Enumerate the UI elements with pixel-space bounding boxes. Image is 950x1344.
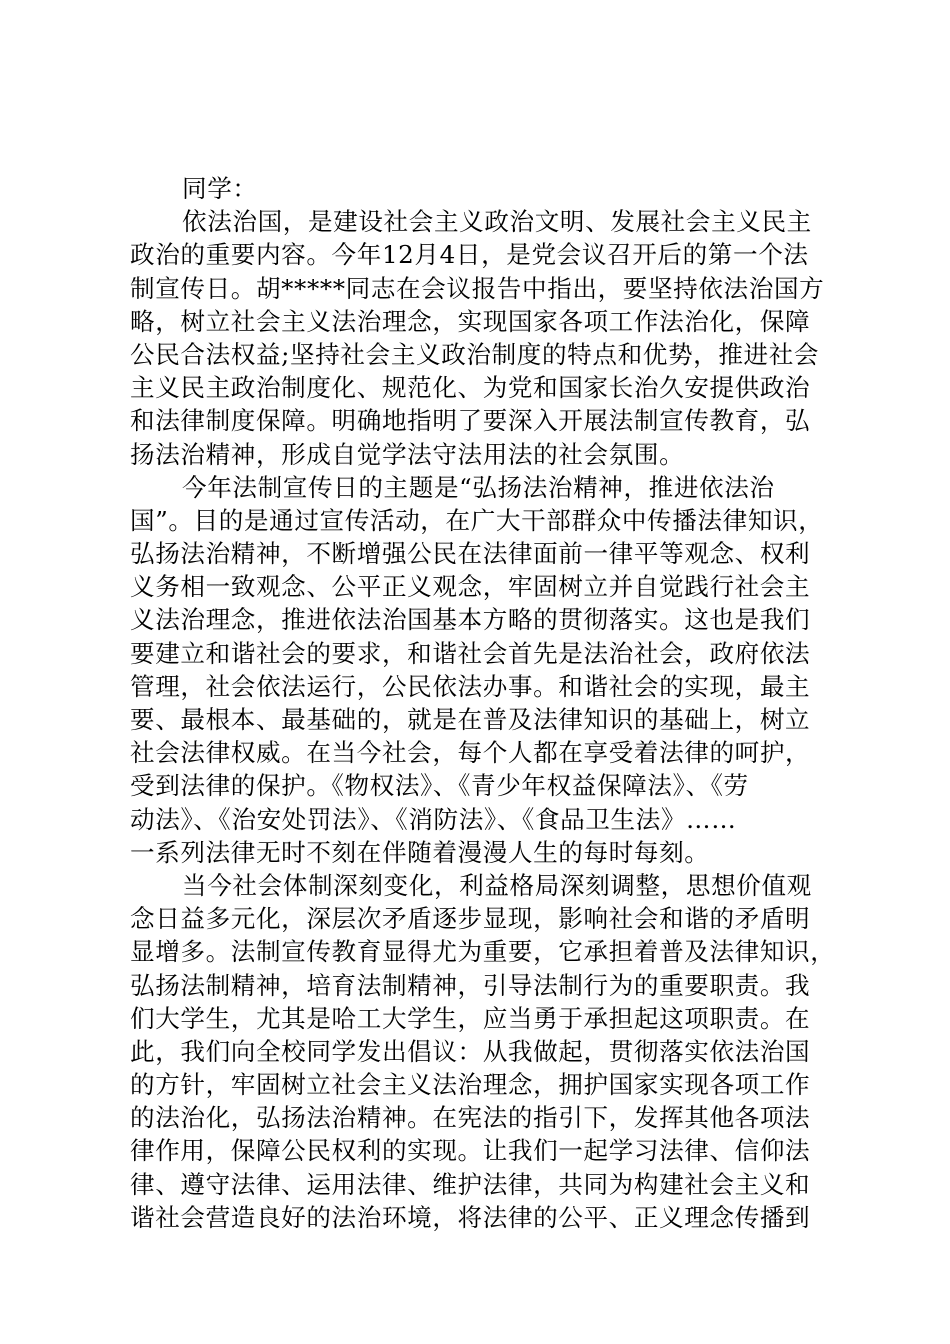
paragraph-line: 弘扬法制精神，培育法制精神，引导法制行为的重要职责。我 <box>130 970 811 1000</box>
paragraph-line: 管理，社会依法运行，公民依法办事。和谐社会的实现，最主 <box>130 671 811 701</box>
paragraph-line: 扬法治精神，形成自觉学法守法用法的社会氛围。 <box>130 439 685 469</box>
paragraph-line: 此，我们向全校同学发出倡议：从我做起，贯彻落实依法治国 <box>130 1036 811 1066</box>
paragraph-line: 念日益多元化，深层次矛盾逐步显现，影响社会和谐的矛盾明 <box>130 904 811 934</box>
paragraph-line: 制宣传日。胡*****同志在会议报告中指出，要坚持依法治国方 <box>130 273 825 303</box>
paragraph-line: 主义民主政治制度化、规范化、为党和国家长治久安提供政治 <box>130 373 811 403</box>
paragraph-line: 的方针，牢固树立社会主义法治理念，拥护国家实现各项工作 <box>130 1070 811 1100</box>
paragraph-line: 义务相一致观念、公平正义观念，牢固树立并自觉践行社会主 <box>130 572 811 602</box>
salutation: 同学： <box>182 174 258 203</box>
paragraph-line: 律作用，保障公民权利的实现。让我们一起学习法律、信仰法 <box>130 1136 811 1166</box>
paragraph-line: 律、遵守法律、运用法律、维护法律，共同为构建社会主义和 <box>130 1169 811 1199</box>
paragraph-line: 略，树立社会主义法治理念，实现国家各项工作法治化，保障 <box>130 306 811 336</box>
paragraph-line: 弘扬法治精神，不断增强公民在法律面前一律平等观念、权利 <box>130 539 811 569</box>
paragraph-line: 当今社会体制深刻变化，利益格局深刻调整，思想价值观 <box>182 870 812 900</box>
document-body <box>130 172 836 1234</box>
paragraph-line: 们大学生，尤其是哈工大学生，应当勇于承担起这项职责。在 <box>130 1003 811 1033</box>
paragraph-line: 的法治化，弘扬法治精神。在宪法的指引下，发挥其他各项法 <box>130 1103 811 1133</box>
paragraph-line: 依法治国，是建设社会主义政治文明、发展社会主义民主 <box>182 207 812 237</box>
paragraph-line: 动法》、《治安处罚法》、《消防法》、《食品卫生法》…… <box>130 804 737 834</box>
paragraph-line: 公民合法权益;坚持社会主义政治制度的特点和优势，推进社会 <box>130 339 820 369</box>
paragraph-line: 显增多。法制宣传教育显得尤为重要，它承担着普及法律知识， <box>130 937 836 967</box>
paragraph-line: 社会法律权威。在当今社会，每个人都在享受着法律的呵护， <box>130 738 811 768</box>
paragraph-line: 一系列法律无时不刻在伴随着漫漫人生的每时每刻。 <box>130 837 710 867</box>
paragraph-line: 谐社会营造良好的法治环境，将法律的公平、正义理念传播到 <box>130 1202 811 1232</box>
paragraph-line: 今年法制宣传日的主题是“弘扬法治精神，推进依法治 <box>182 472 775 502</box>
paragraph-line: 义法治理念，推进依法治国基本方略的贯彻落实。这也是我们 <box>130 605 811 635</box>
paragraph-line: 要建立和谐社会的要求，和谐社会首先是法治社会，政府依法 <box>130 638 811 668</box>
paragraph-line: 和法律制度保障。明确地指明了要深入开展法制宣传教育，弘 <box>130 406 811 436</box>
paragraph-line: 受到法律的保护。《物权法》、《青少年权益保障法》、《劳 <box>130 771 749 801</box>
paragraph-line: 国”。目的是通过宣传活动，在广大干部群众中传播法律知识， <box>130 505 824 535</box>
paragraph-line: 政治的重要内容。今年12月4日，是党会议召开后的第一个法 <box>130 240 809 270</box>
paragraph-line: 要、最根本、最基础的，就是在普及法律知识的基础上，树立 <box>130 705 811 734</box>
